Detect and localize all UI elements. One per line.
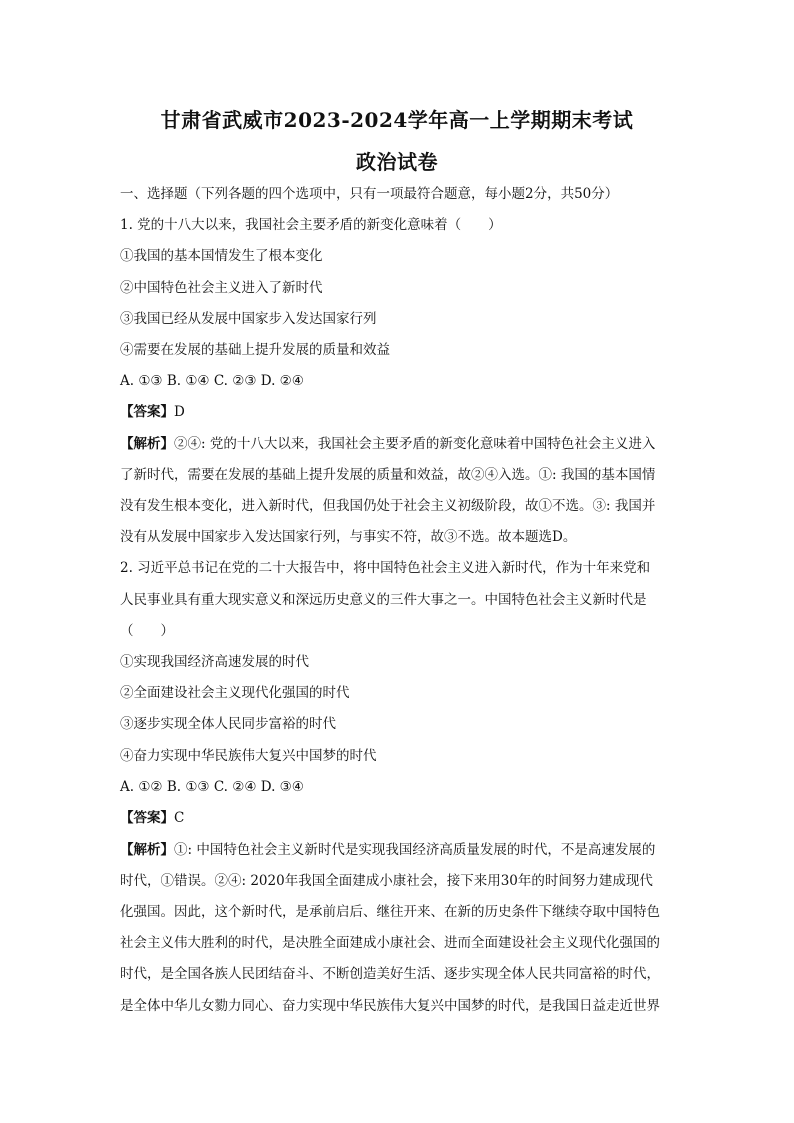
q1-answer	[120, 402, 680, 422]
q1-analysis-line-3: 没有发生根本变化，进入新时代，但我国仍处于社会主义初级阶段，故①不选。③: 我国并	[120, 498, 656, 514]
q1-answer-tag: 【答案】	[120, 404, 174, 420]
q1-analysis-line-4: 没有从发展中国家步入发达国家行列，与事实不符，故③不选。故本题选D。	[120, 529, 577, 545]
q1-option-2: ②中国特色社会主义进入了新时代	[120, 280, 323, 296]
q1-analysis-text-1: ②④: 党的十八大以来，我国社会主要矛盾的新变化意味着中国特色社会主义进入	[174, 436, 656, 452]
q2-stem-line-3: （ ）	[120, 623, 174, 639]
q2-analysis-line-5: 时代，是全国各族人民团结奋斗、不断创造美好生活、逐步实现全体人民共同富裕的时代，	[120, 966, 660, 982]
page-title: 甘肃省武威市2023-2024学年高一上学期期末考试	[160, 108, 634, 132]
q2-analysis-text-1: ①: 中国特色社会主义新时代是实现我国经济高质量发展的时代，不是高速发展的	[174, 842, 656, 858]
q2-option-1: ①实现我国经济高速发展的时代	[120, 654, 309, 670]
q1-analysis-line-1	[120, 434, 680, 454]
page-subtitle: 政治试卷	[356, 150, 438, 174]
q1-answer-value: D	[174, 404, 185, 420]
q2-option-3: ③逐步实现全体人民同步富裕的时代	[120, 716, 336, 732]
q2-choices: A. ①② B. ①③ C. ②④ D. ③④	[120, 779, 304, 795]
q1-option-3: ③我国已经从发展中国家步入发达国家行列	[120, 311, 377, 327]
section-header: 一、选择题（下列各题的四个选项中，只有一项最符合题意，每小题2分，共50分）	[120, 186, 619, 202]
q2-stem-line-1: 2. 习近平总书记在党的二十大报告中，将中国特色社会主义进入新时代，作为十年来党和	[120, 560, 651, 576]
q2-option-2: ②全面建设社会主义现代化强国的时代	[120, 685, 350, 701]
q2-answer-tag: 【答案】	[120, 810, 174, 826]
q1-analysis-line-2: 了新时代，需要在发展的基础上提升发展的质量和效益，故②④入选。①: 我国的基本国情	[120, 467, 656, 483]
q2-analysis-line-2: 时代，①错误。②④: 2020年我国全面建成小康社会，接下来用30年的时间努力建成现代	[120, 873, 653, 889]
q2-analysis-line-3: 化强国。因此，这个新时代，是承前启后、继往开来、在新的历史条件下继续夺取中国特色	[120, 904, 660, 920]
q2-analysis-line-1	[120, 840, 680, 860]
q2-stem-line-2: 人民事业具有重大现实意义和深远历史意义的三件大事之一。中国特色社会主义新时代是	[120, 592, 647, 608]
q2-analysis-line-4: 社会主义伟大胜利的时代，是决胜全面建成小康社会、进而全面建设社会主义现代化强国的	[120, 935, 660, 951]
q1-choices: A. ①③ B. ①④ C. ②③ D. ②④	[120, 373, 304, 389]
q2-answer-value: C	[174, 810, 185, 826]
q2-option-4: ④奋力实现中华民族伟大复兴中国梦的时代	[120, 748, 377, 764]
q1-option-4: ④需要在发展的基础上提升发展的质量和效益	[120, 342, 390, 358]
q1-analysis-tag: 【解析】	[120, 436, 174, 452]
q2-answer	[120, 808, 680, 828]
q1-option-1: ①我国的基本国情发生了根本变化	[120, 248, 323, 264]
q2-analysis-line-6: 是全体中华儿女勠力同心、奋力实现中华民族伟大复兴中国梦的时代，是我国日益走近世界	[120, 998, 660, 1014]
q2-analysis-tag: 【解析】	[120, 842, 174, 858]
q1-stem: 1. 党的十八大以来，我国社会主要矛盾的新变化意味着（ ）	[120, 217, 502, 233]
